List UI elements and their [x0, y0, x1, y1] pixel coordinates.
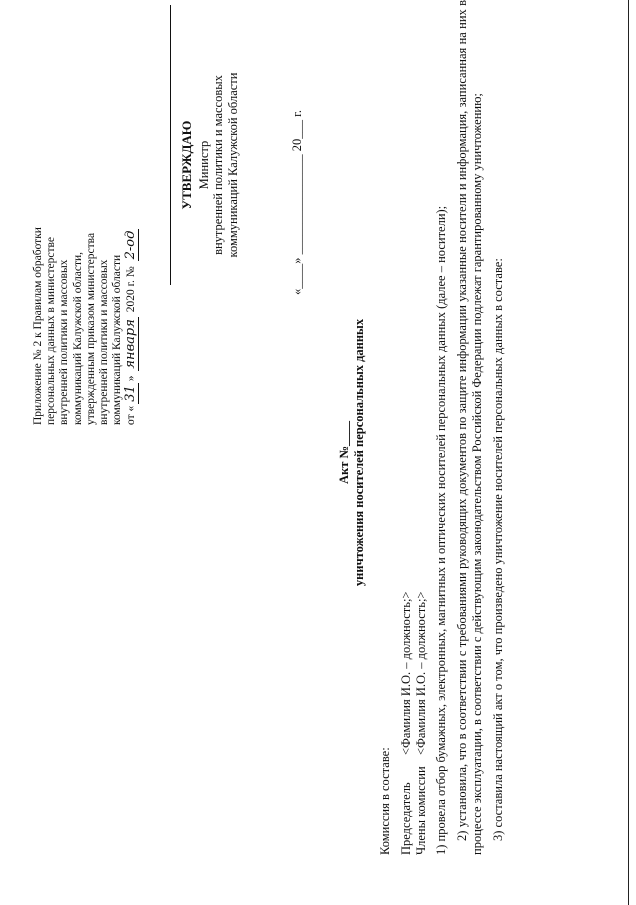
appendix-line: утвержденным приказом министерства	[84, 232, 97, 425]
chair-row	[399, 0, 414, 855]
act-title: Акт №____	[337, 420, 351, 485]
appendix-date	[124, 35, 138, 425]
date-prefix: от «	[125, 405, 138, 425]
act-subtitle: уничтожения носителей персональных данных	[351, 318, 366, 587]
date-year: 2020 г. №	[125, 263, 138, 316]
appendix-line: Приложение № 2 к Правилам обработки	[32, 227, 44, 425]
date-mid: »	[125, 372, 138, 382]
approval-line: коммуникаций Калужской области	[225, 72, 240, 258]
appendix-note	[32, 35, 139, 425]
page-edge-line	[628, 0, 629, 905]
appendix-line: внутренней политики и массовых	[58, 259, 71, 425]
act-heading	[337, 0, 366, 905]
approval-title: УТВЕРЖДАЮ	[179, 120, 194, 210]
handwritten-number: 2-од	[123, 230, 139, 260]
approval-separator	[170, 5, 171, 285]
approval-line: внутренней политики и массовых	[211, 75, 225, 255]
item-2: 2) установила, что в соответствии с требованиями руководящих документов по защите информации указанные носители и информация, записанная на них в процессе эксплуатации, в соответствии с действующим законодательством Российской Федерации подлежат гарантированному уничтожению;	[455, 0, 484, 855]
act-body	[378, 0, 506, 855]
appendix-line: персональных данных в министерстве	[45, 237, 58, 425]
item-3: 3) составила настоящий акт о том, что произведено уничтожение носителей персональных данных в составе:	[490, 258, 505, 841]
appendix-line: коммуникаций Калужской области	[111, 254, 124, 425]
item-1: 1) провела отбор бумажных, электронных, магнитных и оптических носителей персональных данных (далее – носители);	[434, 205, 449, 855]
members-value: <Фамилия И.О. – должность;>	[413, 591, 428, 755]
members-label: Члены комиссии	[413, 766, 428, 855]
appendix-line: внутренней политики и массовых	[98, 259, 111, 425]
handwritten-day: 31	[123, 385, 139, 402]
chair-value: <Фамилия И.О. – должность;>	[398, 591, 413, 755]
approval-date-line: «____» ________________ 20___ г.	[290, 110, 304, 295]
approval-line: Министр	[196, 140, 211, 190]
approval-block	[180, 25, 240, 305]
handwritten-month: января	[123, 319, 139, 369]
chair-label: Председатель	[398, 782, 413, 855]
members-row	[414, 0, 429, 855]
appendix-line: коммуникаций Калужской области,	[71, 251, 84, 425]
commission-label: Комиссия в составе:	[378, 747, 392, 855]
